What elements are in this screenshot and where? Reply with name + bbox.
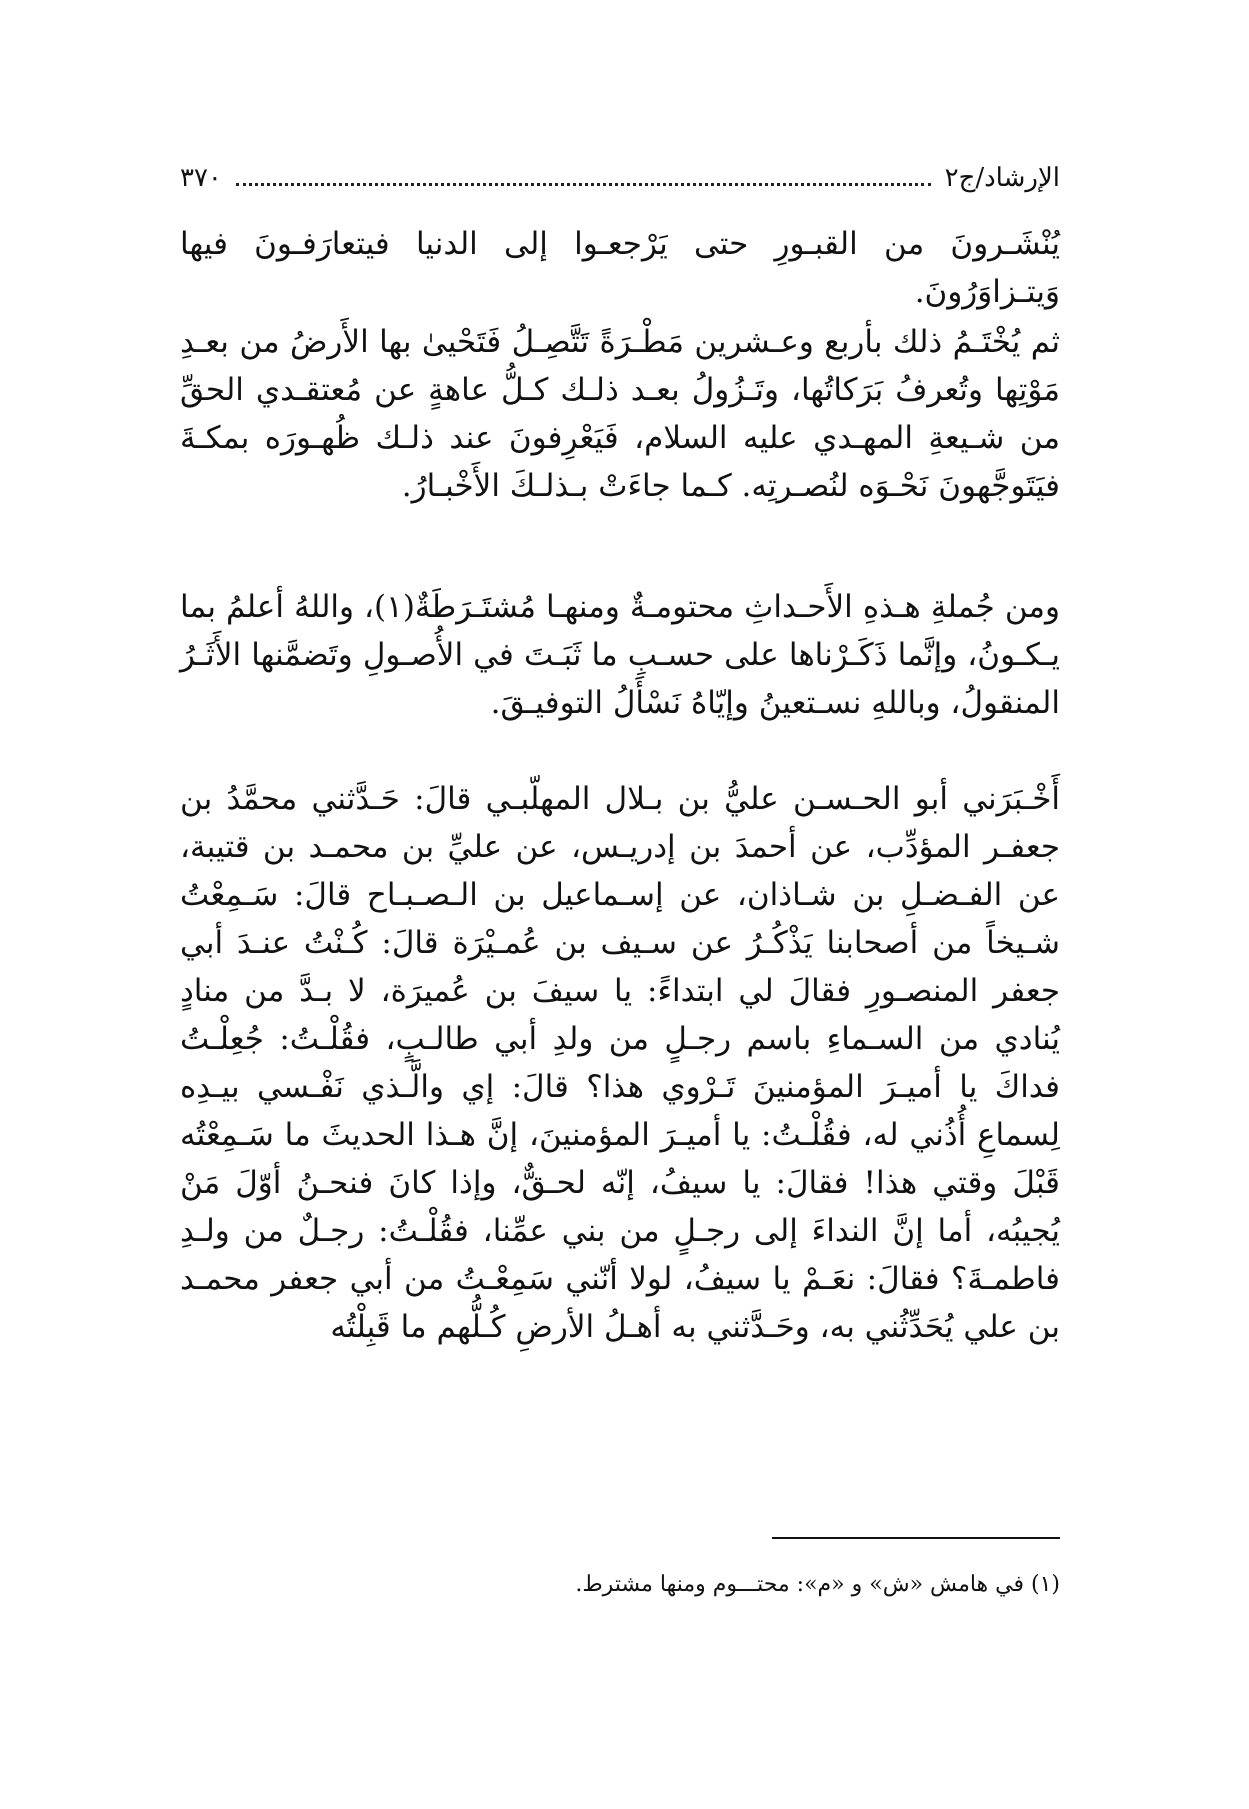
paragraph-block-2: [180, 583, 1060, 727]
book-title: الإرشاد/ج٢: [944, 163, 1060, 193]
paragraph-block-3: [180, 775, 1060, 1351]
page-header: [180, 158, 1060, 198]
header-dot-leader: [236, 171, 931, 186]
paragraph-1: ثم يُخْتَـمُ ذلك بأربع وعـشرين مَطْـرَةً تَتَّصِـلُ فَتَحْيىٰ بها الأَرضُ من بعـدِ مَوْتِها وتُعرفُ بَرَكاتُها، وتَـزُولُ بعـد ذلـك كـلُّ عاهةٍ عن مُعتقـدي الحقِّ من شـيعةِ المهـدي عليه السلام، فَيَعْرِفونَ عند ذلـك ظُهـورَه بمكـةَ فيَتَوجَّهونَ نَحْـوَه لنُصـرتِه. كـما جاءَتْ بـذلـكَ الأَخْبـارُ.: [180, 324, 1060, 504]
paragraph-2: ومن جُملةِ هـذهِ الأَحـداثِ محتومـةٌ ومنهـا مُشتَـرَطَةٌ(١)، واللهُ أعلمُ بما يـكـونُ، وإنَّما ذَكَـرْناها على حسـبِ ما ثَبَـتَ في الأُصـولِ وتَضمَّنها الأَثَـرُ المنقولُ، وباللهِ نسـتعينُ وإيّاهُ نَسْأَلُ التوفيـقَ.: [180, 589, 1060, 721]
paragraph-block-1: [180, 318, 1060, 510]
page-number: ٣٧٠: [180, 163, 222, 193]
paragraph-3: أَخْـبَرَني أبو الحـسـن عليُّ بن بـلال المهلّبـي قالَ: حَـدَّثني محمَّدُ بن جعفـر المؤدِّب، عن أحمدَ بن إدريـس، عن عليِّ بن محمـد بن قتيبة، عن الفـضـلِ بن شـاذان، عن إسـماعيل بن الـصـبـاح قالَ: سَـمِعْتُ شـيخاً من أصحابنا يَذْكُـرُ عن سـيف بن عُمـيْرَة قالَ: كُـنْتُ عنـدَ أبي جعفر المنصـورِ فقالَ لي ابتداءً: يا سيفَ بن عُميرَة، لا بـدَّ من منادٍ يُنادي من السـماءِ باسم رجـلٍ من ولدِ أبي طالـبٍ، فقُلْـتُ: جُعِلْـتُ فداكَ يا أميـرَ المؤمنينَ تَـرْوي هذا؟ قالَ: إي والَّـذي نَفْـسي بيـدِه لِسماعِ أُذُني له، فقُلْـتُ: يا أميـرَ المؤمنينَ، إنَّ هـذا الحديثَ ما سَـمِعْتُه قَبْلَ وقتي هذا! فقالَ: يا سيفُ، إنّه لحـقٌّ، وإذا كانَ فنحـنُ أوّلَ مَنْ يُجيبُه، أما إنَّ النداءَ إلى رجـلٍ من بني عمِّنا، فقُلْـتُ: رجـلٌ من ولـدِ فاطمـةَ؟ فقالَ: نعَـمْ يا سيفُ، لولا أنّني سَمِعْـتُ من أبي جعفر محمـد بن علي يُحَدِّثُني به، وحَـدَّثني به أهـلُ الأرضِ كُـلُّهم ما قَبِلْتُه: [180, 781, 1060, 1345]
continued-line: يُنْشَـرونَ من القبـورِ حتى يَرْجعـوا إلى الدنيا فيتعارَفـونَ فيها وَيتـزاوَرُونَ.: [180, 226, 1060, 310]
footnote-text: (١) في هامش «ش» و «م»: محتـــوم ومنها مشترط.: [575, 1572, 1060, 1597]
footnote: [180, 1568, 1060, 1602]
footnote-divider: [772, 1537, 1060, 1539]
continued-line-block: [180, 220, 1060, 316]
